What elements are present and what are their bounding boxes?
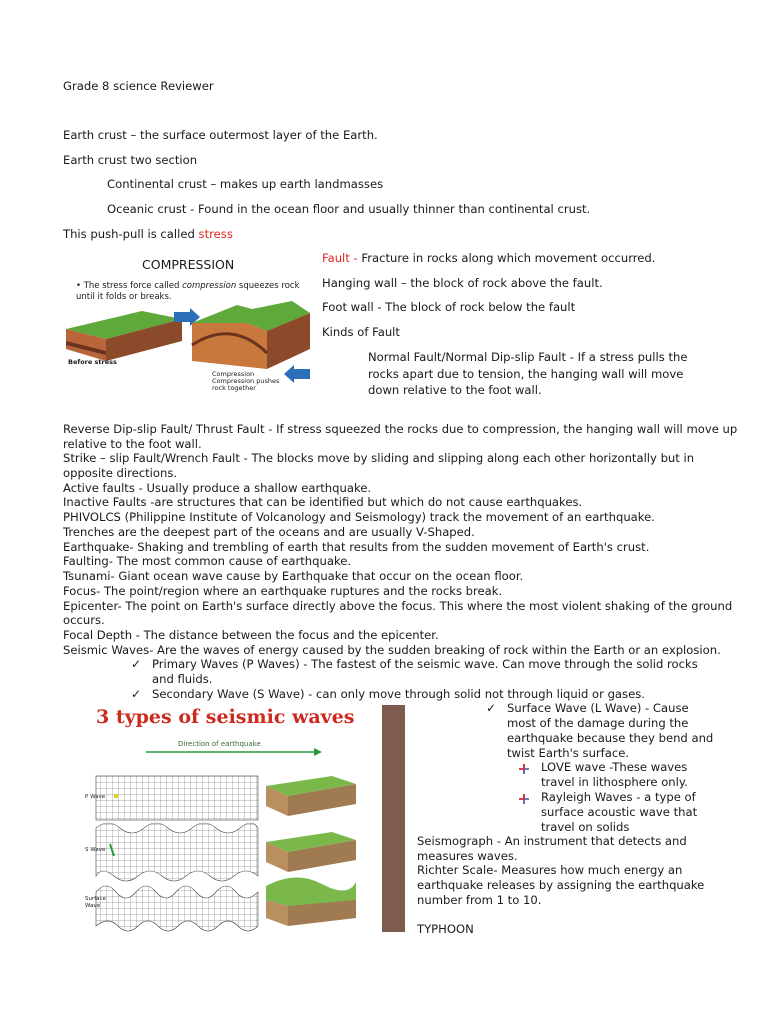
oceanic-crust: Oceanic crust - Found in the ocean floor and usually thinner than continental crust. [107,202,591,216]
kinds-of-fault: Kinds of Fault [322,325,400,339]
body-line: Tsunami- Giant ocean wave cause by Earthquake that occur on the ocean floor. [63,569,524,583]
check-icon: ✓ [131,657,142,671]
body-line: Earthquake- Shaking and trembling of earth that results from the sudden movement of Earth's crust. [63,540,650,554]
earth-crust-def: Earth crust – the surface outermost layer of the Earth. [63,128,378,142]
body-line: Inactive Faults -are structures that can be identified but which do not cause earthquakes. [63,495,583,509]
compression-caption-body: Compression pushes rock together [212,377,280,392]
push-pull-line [63,227,233,242]
fault-def [322,251,655,266]
continental-crust: Continental crust – makes up earth landmasses [107,177,384,191]
richter-scale-def: Richter Scale- Measures how much energy an earthquake releases by assigning the earthquake number from 1 to 10. [417,863,705,907]
body-line: opposite directions. [63,466,178,480]
seismic-waves-drawing [82,704,366,932]
rayleigh-waves: Rayleigh Waves - a type of surface acoustic wave that travel on solids [541,790,698,834]
direction-label: Direction of earthquake [178,740,261,748]
surface-wave-def: Surface Wave (L Wave) - Cause most of the damage during the earthquake because they bend and twist Earth's surface. [507,701,714,760]
seismic-waves-figure [82,704,366,932]
love-wave: LOVE wave -These waves travel in lithosphere only. [541,760,688,789]
p-wave-label: P Wave [85,794,106,800]
body-line: Focus- The point/region where an earthquake ruptures and the rocks break. [63,584,503,598]
stress-word: stress [198,227,233,241]
body-line: occurs. [63,613,105,627]
body-line: relative to the foot wall. [63,437,202,451]
s-wave-label: S Wave [85,847,106,853]
crust-sections: Earth crust two section [63,153,198,167]
normal-fault: Normal Fault/Normal Dip-slip Fault - If a stress pulls the rocks apart due to tension, the hanging wall will move down relative to the foot wall. [368,350,688,397]
body-line: PHIVOLCS (Philippine Institute of Volcanology and Seismology) track the movement of an earthquake. [63,510,655,524]
typhoon-heading: TYPHOON [417,922,474,936]
body-line: Seismic Waves- Are the waves of energy caused by the sudden breaking of rock within the Earth or an explosion. [63,643,721,657]
seismograph-def: Seismograph - An instrument that detects and measures waves. [417,834,687,863]
page-title: Grade 8 science Reviewer [63,79,214,93]
star-bullet-icon [519,794,529,804]
fault-text: Fracture in rocks along which movement occurred. [361,251,656,265]
check-icon: ✓ [131,687,142,701]
body-line: Strike – slip Fault/Wrench Fault - The blocks move by sliding and slipping along each other horizontally but in [63,451,695,465]
star-bullet-icon [519,764,529,774]
compression-title: COMPRESSION [142,257,235,272]
before-stress-label: Before stress [68,358,117,366]
foot-wall: Foot wall - The block of rock below the fault [322,300,576,314]
compression-figure [62,249,312,401]
primary-waves: Primary Waves (P Waves) - The fastest of the seismic wave. Can move through the solid rocks and fluids. [152,657,698,686]
secondary-waves: Secondary Wave (S Wave) - can only move through solid not through liquid or gases. [152,687,645,701]
divider-bar [382,705,405,932]
body-line: Trenches are the deepest part of the oceans and are usually V-Shaped. [63,525,475,539]
seismic-figure-title: 3 types of seismic waves [96,706,355,728]
body-line: Faulting- The most common cause of earthquake. [63,554,352,568]
push-pull-prefix: This push-pull is called [63,227,199,241]
fault-term: Fault - [322,251,362,265]
hanging-wall: Hanging wall – the block of rock above the fault. [322,276,603,290]
body-line: Epicenter- The point on Earth's surface directly above the focus. This where the most violent shaking of the ground [63,599,733,613]
compression-caption-title: Compression [212,370,255,378]
compression-bullet: • The stress force called compression squeezes rock until it folds or breaks. [76,281,300,302]
body-line: Reverse Dip-slip Fault/ Thrust Fault - If stress squeezed the rocks due to compression, the hanging wall will move up [63,422,738,436]
check-icon: ✓ [486,701,497,715]
surface-wave-label: Surface Wave [85,896,106,909]
body-line: Active faults - Usually produce a shallow earthquake. [63,481,372,495]
body-line: Focal Depth - The distance between the focus and the epicenter. [63,628,439,642]
